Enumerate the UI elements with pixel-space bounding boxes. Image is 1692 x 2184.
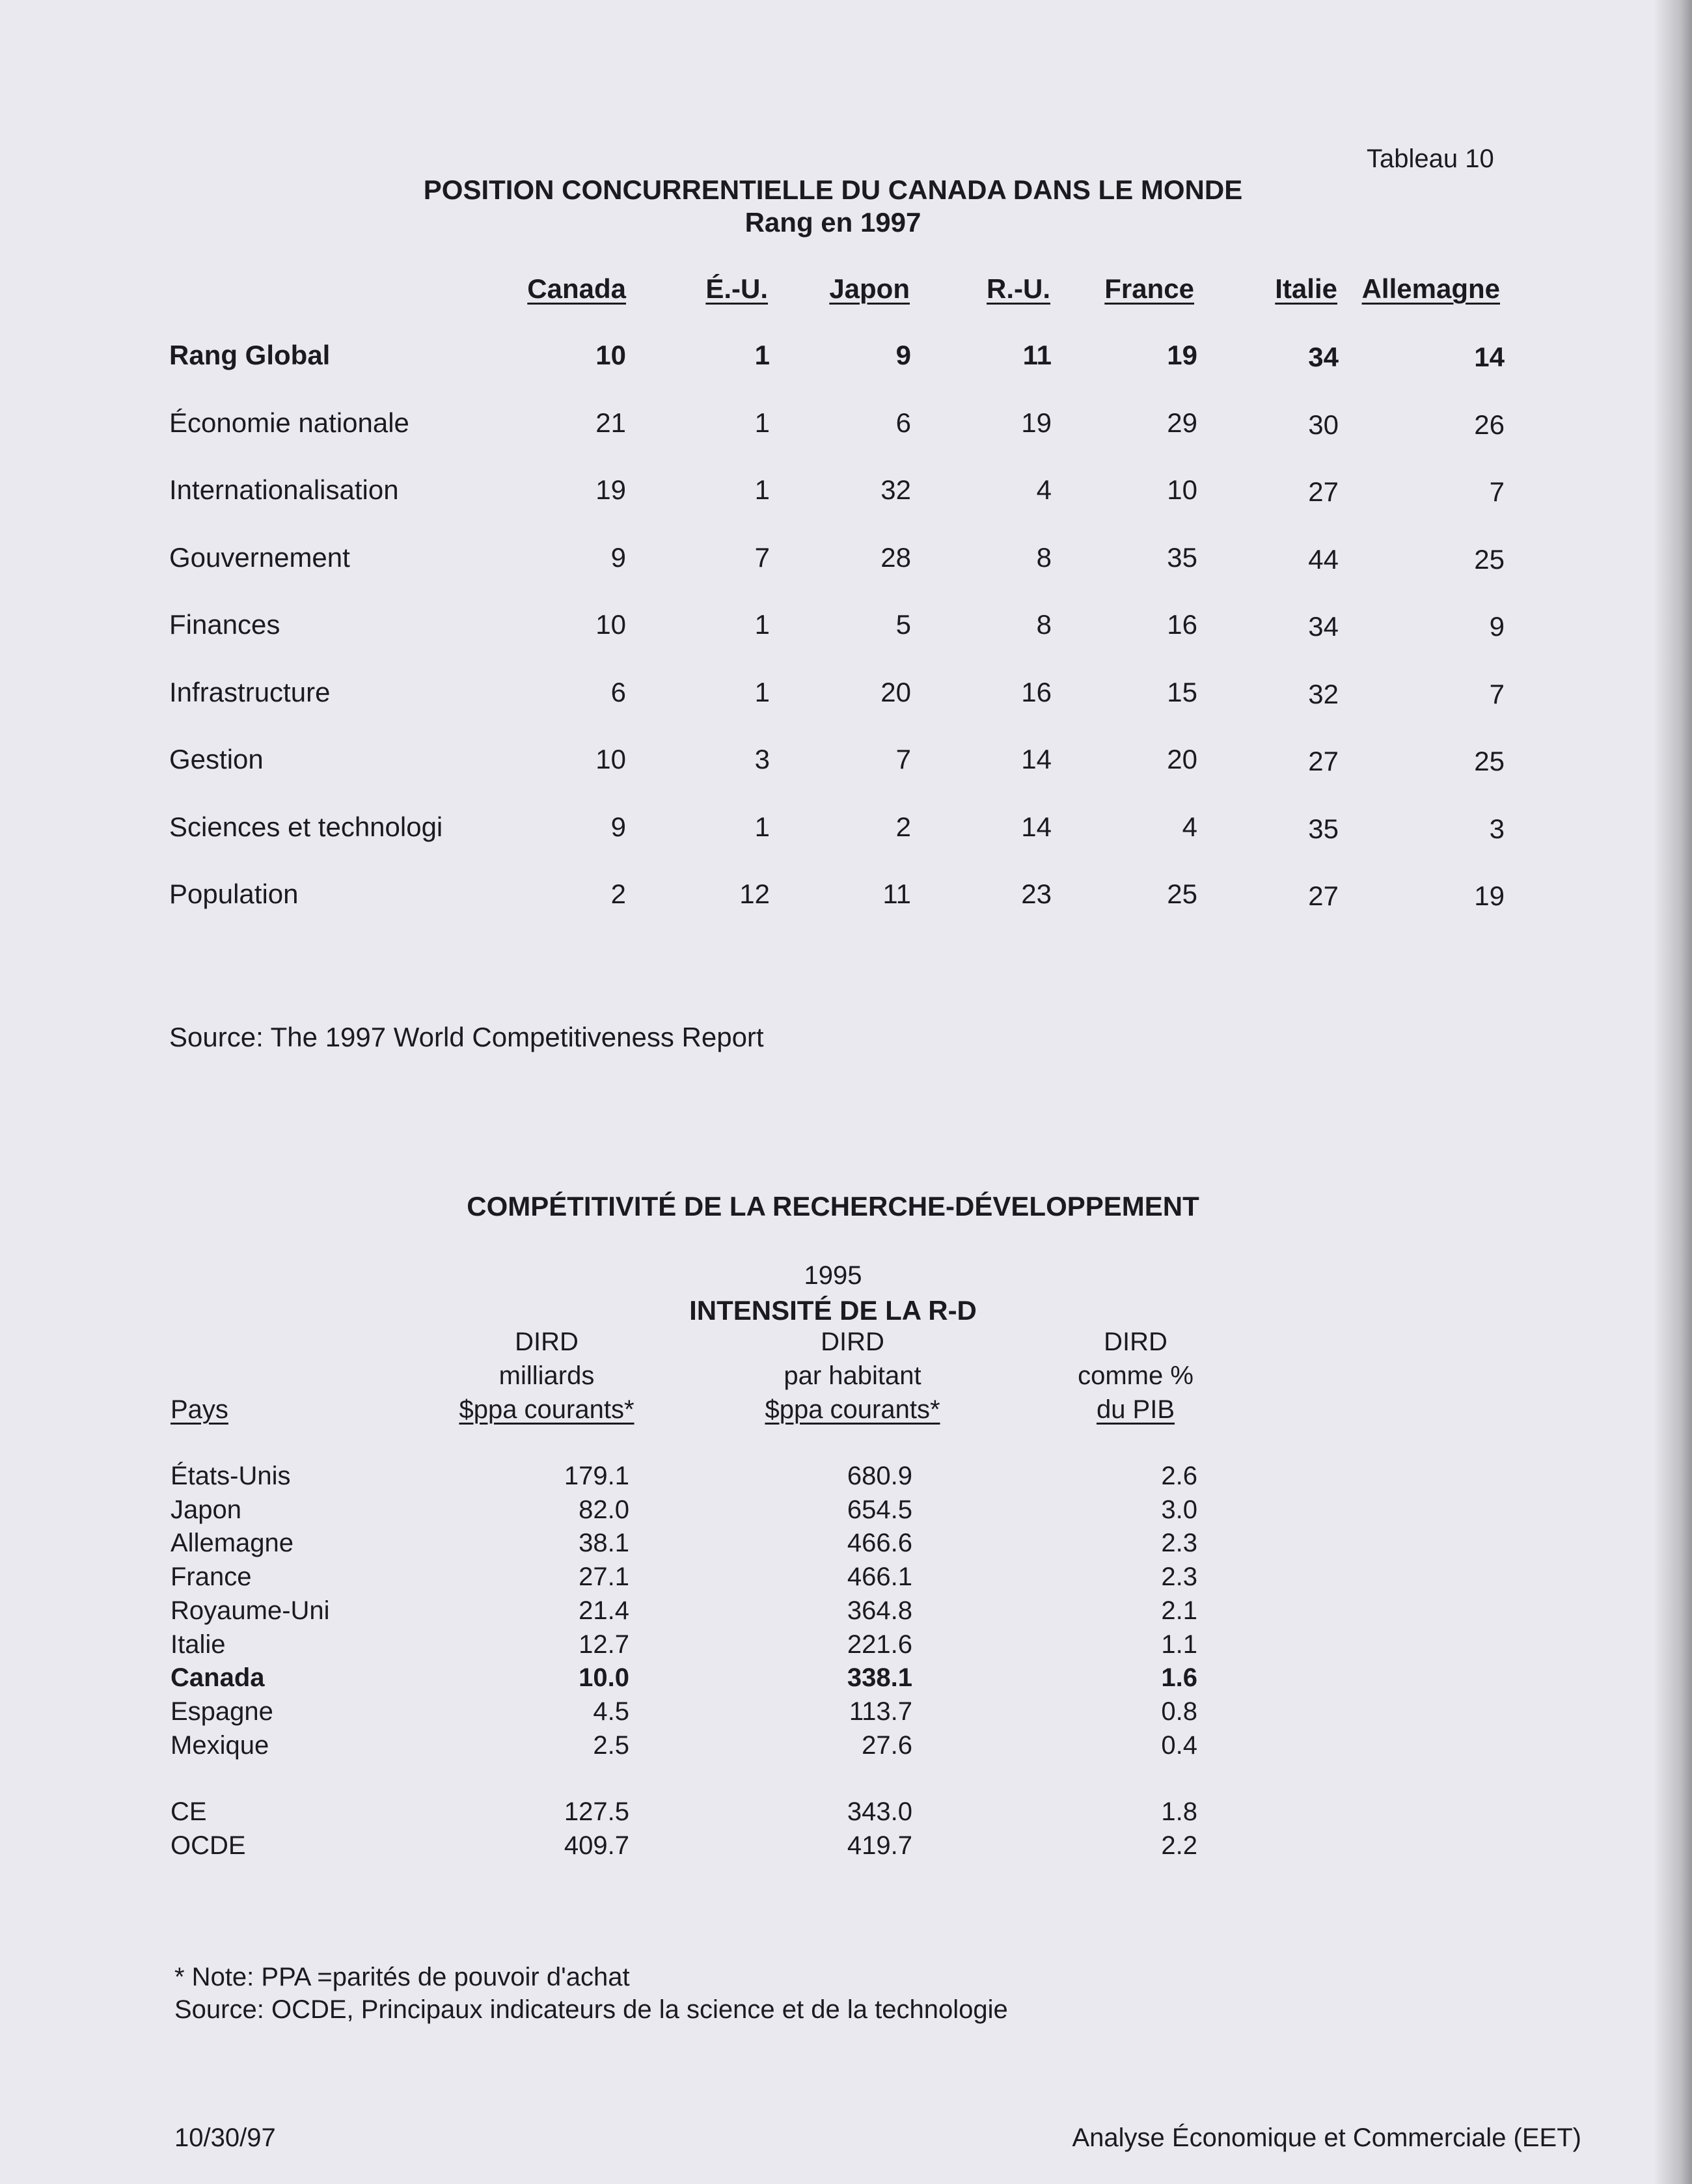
rd-value-v1: 82.0 [579, 1495, 629, 1524]
rd-value-v3: 2.1 [1161, 1596, 1197, 1625]
rank-cell: 25 [1167, 879, 1197, 909]
column-header-5: Italie [1275, 273, 1337, 304]
rank-cell: 9 [895, 340, 911, 370]
column-header-0: Canada [527, 273, 626, 304]
rank-cell: 20 [880, 676, 911, 707]
rd-value-v3: 2.3 [1161, 1563, 1197, 1592]
rank-cell: 9 [610, 811, 626, 842]
header-col3-line1: DIRD [1104, 1328, 1167, 1356]
header-col1-line1: DIRD [515, 1328, 579, 1356]
rank-cell: 10 [1167, 474, 1197, 505]
rd-value-v3: 2.2 [1161, 1831, 1197, 1860]
rank-cell: 1 [754, 474, 770, 505]
rd-value-v3: 1.8 [1161, 1797, 1197, 1826]
rank-cell: 7 [1489, 678, 1505, 709]
rank-cell: 27 [1308, 746, 1339, 776]
rd-value-v3: 2.6 [1161, 1462, 1197, 1490]
row-label: Population [169, 879, 299, 909]
rank-cell: 28 [880, 541, 911, 573]
rank-cell: 1 [754, 340, 770, 370]
rd-value-v1: 4.5 [593, 1697, 629, 1726]
header-col2-line1: DIRD [821, 1328, 884, 1356]
rank-cell: 27 [1308, 880, 1339, 911]
rd-value-v2: 466.6 [847, 1529, 912, 1558]
column-header-1: É.-U. [705, 273, 768, 304]
header-col3-line3: du PIB [1096, 1395, 1175, 1424]
row-label: Rang Global [169, 340, 331, 370]
rank-cell: 2 [895, 811, 911, 842]
rank-cell: 34 [1308, 611, 1339, 642]
rank-cell: 35 [1167, 541, 1197, 573]
rank-cell: 12 [739, 879, 770, 909]
rd-value-v3: 0.8 [1161, 1697, 1197, 1726]
column-header-3: R.-U. [987, 273, 1050, 304]
rd-value-v3: 1.6 [1161, 1663, 1197, 1693]
rank-cell: 25 [1474, 543, 1505, 575]
rank-cell: 9 [1489, 611, 1505, 642]
rank-cell: 8 [1036, 609, 1052, 640]
rank-cell: 6 [610, 676, 626, 707]
rank-cell: 3 [754, 744, 770, 774]
rd-value-v1: 12.7 [579, 1630, 629, 1659]
rank-cell: 21 [595, 407, 626, 438]
country-name: OCDE [171, 1831, 246, 1860]
country-name: Japon [171, 1495, 241, 1524]
rd-value-v2: 466.1 [847, 1563, 912, 1592]
section2-source: Source: OCDE, Principaux indicateurs de la science et de la technologie [174, 1995, 1008, 2024]
rd-value-v2: 113.7 [849, 1697, 912, 1726]
rank-cell: 2 [610, 879, 626, 909]
country-name: CE [171, 1797, 207, 1826]
rank-cell: 14 [1021, 811, 1052, 842]
section1-title: POSITION CONCURRENTIELLE DU CANADA DANS LE MONDE [423, 174, 1243, 205]
rd-value-v3: 1.1 [1161, 1630, 1197, 1659]
rd-value-v1: 38.1 [579, 1529, 629, 1558]
column-header-6: Allemagne [1361, 273, 1500, 304]
rd-value-v3: 0.4 [1161, 1730, 1197, 1760]
rank-cell: 7 [895, 744, 911, 774]
rd-value-v2: 338.1 [847, 1663, 912, 1693]
tableau-label: Tableau 10 [1367, 144, 1494, 173]
rank-cell: 20 [1167, 744, 1197, 774]
rank-cell: 29 [1167, 407, 1197, 438]
country-name: Espagne [171, 1697, 273, 1726]
footer-publisher: Analyse Économique et Commerciale (EET) [1072, 2123, 1581, 2152]
rank-cell: 1 [754, 676, 770, 707]
country-name: Royaume-Uni [171, 1596, 330, 1625]
rank-cell: 3 [1489, 813, 1505, 844]
rank-cell: 4 [1182, 811, 1197, 842]
header-col1-line3: $ppa courants* [459, 1395, 634, 1424]
rank-cell: 10 [595, 609, 626, 640]
column-header-2: Japon [829, 273, 910, 304]
header-col1-line2: milliards [498, 1361, 595, 1390]
rank-cell: 27 [1308, 476, 1339, 507]
country-name: France [171, 1563, 252, 1592]
rank-cell: 14 [1021, 744, 1052, 774]
rank-cell: 1 [754, 609, 770, 640]
rank-cell: 19 [1021, 407, 1052, 438]
section2-note: * Note: PPA =parités de pouvoir d'achat [174, 1963, 630, 1991]
rd-value-v2: 654.5 [847, 1495, 912, 1524]
country-name: Italie [171, 1630, 226, 1659]
rank-cell: 10 [595, 744, 626, 774]
rd-value-v1: 21.4 [579, 1596, 629, 1625]
row-label: Finances [169, 609, 280, 640]
section2-year: 1995 [804, 1261, 862, 1290]
header-col2-line3: $ppa courants* [765, 1395, 940, 1424]
rank-cell: 14 [1474, 342, 1505, 372]
rank-cell: 44 [1308, 543, 1339, 575]
rank-cell: 11 [882, 879, 911, 909]
section1-subtitle: Rang en 1997 [744, 207, 921, 238]
page-edge-shadow [1653, 0, 1692, 2184]
rd-value-v2: 364.8 [847, 1596, 912, 1625]
rank-cell: 35 [1308, 813, 1339, 844]
rank-cell: 32 [1308, 678, 1339, 709]
country-name: Canada [171, 1663, 265, 1693]
column-header-4: France [1104, 273, 1194, 304]
country-name: Mexique [171, 1730, 269, 1760]
rd-value-v3: 3.0 [1161, 1495, 1197, 1524]
rank-cell: 19 [595, 474, 626, 505]
rank-cell: 11 [1022, 340, 1052, 370]
header-col2-line2: par habitant [784, 1361, 921, 1390]
rank-cell: 25 [1474, 746, 1505, 776]
rank-cell: 1 [754, 811, 770, 842]
rank-cell: 5 [895, 609, 911, 640]
rank-cell: 16 [1021, 676, 1052, 707]
rank-cell: 7 [754, 541, 770, 573]
rank-cell: 16 [1167, 609, 1197, 640]
country-name: États-Unis [171, 1462, 291, 1490]
section2-subtitle: INTENSITÉ DE LA R-D [689, 1295, 977, 1326]
rd-value-v1: 10.0 [579, 1663, 629, 1693]
rd-value-v2: 27.6 [862, 1730, 912, 1760]
rd-value-v1: 409.7 [564, 1831, 629, 1860]
section1-source: Source: The 1997 World Competitiveness Report [169, 1022, 764, 1052]
rank-cell: 23 [1021, 879, 1052, 909]
rank-cell: 8 [1036, 541, 1052, 573]
rank-cell: 4 [1036, 474, 1052, 505]
rank-cell: 6 [895, 407, 911, 438]
rd-value-v2: 221.6 [847, 1630, 912, 1659]
row-label: Infrastructure [169, 676, 331, 707]
country-name: Allemagne [171, 1529, 294, 1558]
row-label: Gestion [169, 744, 264, 774]
rd-value-v3: 2.3 [1161, 1529, 1197, 1558]
row-label: Internationalisation [169, 474, 399, 505]
row-label: Économie nationale [169, 407, 409, 438]
rank-cell: 19 [1167, 340, 1197, 370]
header-col3-line2: comme % [1078, 1361, 1194, 1390]
rd-value-v1: 27.1 [579, 1563, 629, 1592]
rd-value-v1: 179.1 [564, 1462, 629, 1490]
rank-cell: 15 [1167, 676, 1197, 707]
rank-cell: 10 [595, 340, 626, 370]
rd-value-v1: 127.5 [564, 1797, 629, 1826]
rd-value-v2: 680.9 [847, 1462, 912, 1490]
rank-cell: 30 [1308, 409, 1339, 440]
header-country: Pays [171, 1395, 228, 1424]
rank-cell: 7 [1489, 476, 1505, 507]
rd-value-v2: 419.7 [847, 1831, 912, 1860]
row-label: Sciences et technologi [169, 811, 443, 842]
rank-cell: 19 [1474, 880, 1505, 911]
footer-date: 10/30/97 [174, 2123, 276, 2152]
rd-value-v2: 343.0 [847, 1797, 912, 1826]
rd-value-v1: 2.5 [593, 1730, 629, 1760]
rank-cell: 34 [1308, 342, 1339, 372]
rank-cell: 32 [880, 474, 911, 505]
section2-title: COMPÉTITIVITÉ DE LA RECHERCHE-DÉVELOPPEMENT [467, 1191, 1199, 1222]
row-label: Gouvernement [169, 541, 350, 573]
rank-cell: 26 [1474, 409, 1505, 440]
rank-cell: 1 [754, 407, 770, 438]
rank-cell: 9 [610, 541, 626, 573]
